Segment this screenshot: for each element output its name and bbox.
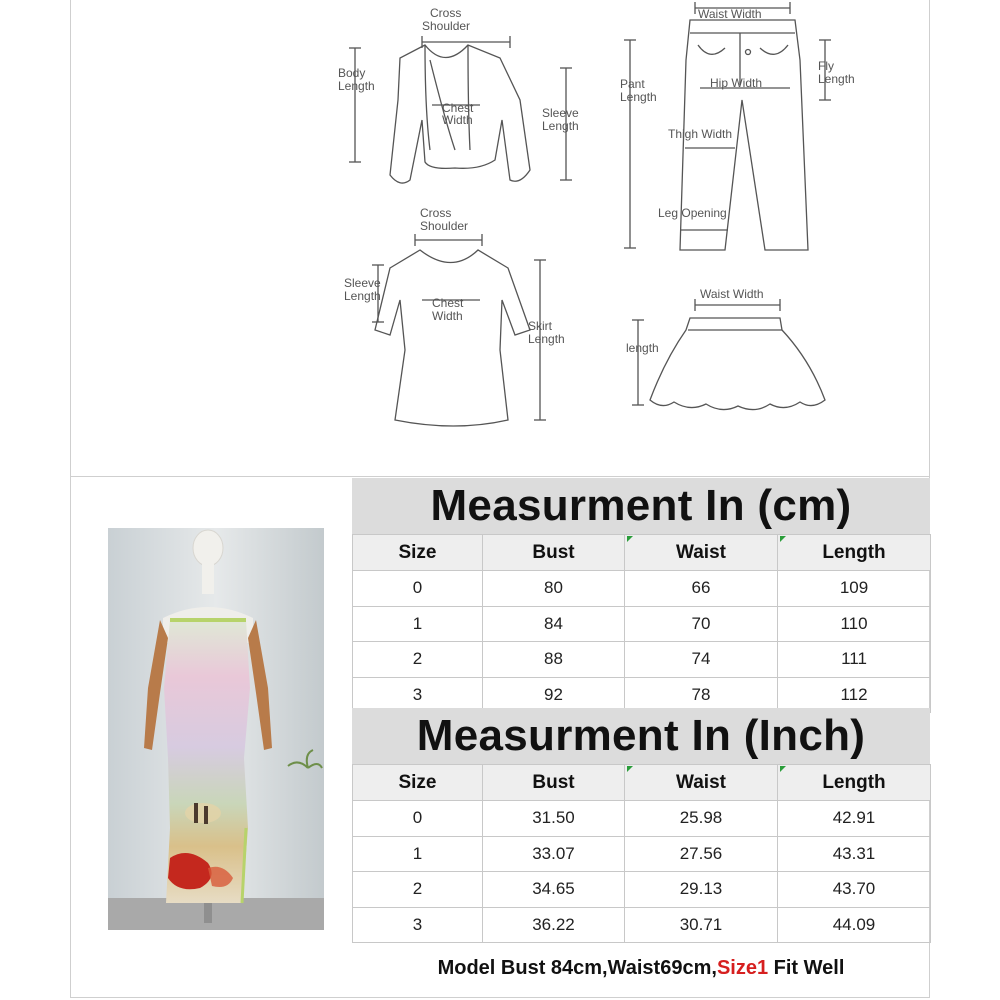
fit-note-suffix: Fit Well: [768, 956, 845, 979]
thigh-width-label: Thigh Width: [668, 127, 733, 141]
skirt-length-label-2: Length: [528, 332, 565, 346]
inch-cell-size: 1: [353, 836, 483, 872]
cm-cell-size: 2: [353, 642, 483, 678]
cm-cell-waist: 70: [625, 606, 778, 642]
inch-cell-length: 43.70: [778, 872, 931, 908]
cm-cell-waist: 74: [625, 642, 778, 678]
table-row: [353, 801, 931, 837]
pants-waist-width-label: Waist Width: [698, 7, 762, 21]
cm-cell-length: 112: [778, 677, 931, 713]
table-row: [353, 907, 931, 943]
inch-cell-length: 42.91: [778, 801, 931, 837]
table-row: [353, 836, 931, 872]
dress-cross-shoulder-label-2: Shoulder: [420, 219, 469, 233]
dress-sketch: [375, 250, 530, 426]
inch-cell-waist: 30.71: [625, 907, 778, 943]
model-fit-note: [352, 950, 930, 986]
inch-header-bust-text: Bust: [532, 771, 575, 793]
cm-cell-bust: 88: [483, 642, 625, 678]
cm-header-waist-text: Waist: [676, 541, 726, 563]
mannequin-dress-image: [108, 528, 324, 930]
inch-table: [352, 764, 931, 943]
dress-sleeve-length-label-1: Sleeve: [344, 276, 381, 290]
inch-cell-length: 43.31: [778, 836, 931, 872]
inch-header-length-text: Length: [822, 771, 886, 793]
cm-size-table: [352, 478, 930, 713]
dress-chest-width-label-1: Chest: [432, 296, 464, 310]
cm-cell-length: 110: [778, 606, 931, 642]
inch-header-bust: [483, 765, 625, 801]
inch-cell-size: 3: [353, 907, 483, 943]
table-row: [353, 606, 931, 642]
inch-cell-size: 2: [353, 872, 483, 908]
cm-cell-bust: 84: [483, 606, 625, 642]
table-row: [353, 642, 931, 678]
cm-header-waist: [625, 535, 778, 571]
fit-note-prefix: Model Bust 84cm,Waist69cm,: [437, 956, 717, 979]
cm-table: [352, 534, 931, 713]
cm-cell-waist: 78: [625, 677, 778, 713]
cm-table-title: Measurment In (cm): [430, 481, 852, 530]
inch-table-title: Measurment In (Inch): [416, 711, 866, 760]
cm-header-length: [778, 535, 931, 571]
cm-cell-length: 109: [778, 571, 931, 607]
body-length-label-2: Length: [338, 79, 375, 93]
inch-table-header-row: [353, 765, 931, 801]
skirt-waist-width-label: Waist Width: [700, 287, 764, 301]
hip-width-label: Hip Width: [710, 76, 763, 90]
inch-cell-bust: 34.65: [483, 872, 625, 908]
cm-cell-length: 111: [778, 642, 931, 678]
dress-cross-shoulder-label-1: Cross: [420, 206, 452, 220]
cm-header-bust-text: Bust: [532, 541, 575, 563]
cm-cell-bust: 92: [483, 677, 625, 713]
pant-length-label-2: Length: [620, 90, 657, 104]
cm-header-bust: [483, 535, 625, 571]
fly-length-label-1: Fly: [818, 59, 834, 73]
inch-cell-bust: 36.22: [483, 907, 625, 943]
inch-cell-waist: 27.56: [625, 836, 778, 872]
top-sleeve-length-label-2: Length: [542, 119, 579, 133]
top-chest-width-label-2: Width: [442, 113, 473, 127]
measurement-diagram: [330, 0, 855, 470]
fly-length-label-2: Length: [818, 72, 855, 86]
skirt-length-label-1: Skirt: [528, 319, 552, 333]
inch-header-length: [778, 765, 931, 801]
leg-opening-label: Leg Opening: [658, 206, 727, 220]
cm-cell-bust: 80: [483, 571, 625, 607]
cell-marker-icon: [780, 536, 786, 542]
cell-marker-icon: [627, 766, 633, 772]
inch-header-waist: [625, 765, 778, 801]
cm-cell-size: 1: [353, 606, 483, 642]
cm-table-title-bar: [352, 478, 930, 534]
inch-cell-length: 44.09: [778, 907, 931, 943]
inch-header-waist-text: Waist: [676, 771, 726, 793]
table-row: [353, 571, 931, 607]
cm-cell-size: 0: [353, 571, 483, 607]
product-photo: [108, 528, 324, 930]
top-chest-width-label-1: Chest: [442, 101, 474, 115]
dress-chest-width-label-2: Width: [432, 309, 463, 323]
inch-cell-waist: 29.13: [625, 872, 778, 908]
inch-cell-bust: 31.50: [483, 801, 625, 837]
inch-table-title-bar: [352, 708, 930, 764]
section-divider: [70, 476, 930, 477]
inch-cell-size: 0: [353, 801, 483, 837]
top-cross-shoulder-label-2: Shoulder: [422, 19, 471, 33]
inch-cell-waist: 25.98: [625, 801, 778, 837]
cm-cell-waist: 66: [625, 571, 778, 607]
cm-cell-size: 3: [353, 677, 483, 713]
cell-marker-icon: [627, 536, 633, 542]
skirt-length-only-label: length: [626, 341, 659, 355]
dress-sleeve-length-label-2: Length: [344, 289, 381, 303]
inch-header-size: Size: [353, 765, 483, 801]
pant-length-label-1: Pant: [620, 77, 645, 91]
inch-cell-bust: 33.07: [483, 836, 625, 872]
top-cross-shoulder-label-1: Cross: [430, 6, 462, 20]
skirt-sketch: [650, 318, 825, 410]
cell-marker-icon: [780, 766, 786, 772]
cm-table-header-row: [353, 535, 931, 571]
body-length-label-1: Body: [338, 66, 366, 80]
cm-header-length-text: Length: [822, 541, 886, 563]
top-sleeve-length-label-1: Sleeve: [542, 106, 579, 120]
inch-size-table: [352, 708, 930, 943]
garment-sketches: [330, 0, 855, 470]
table-row: [353, 872, 931, 908]
fit-note-size-highlight: Size1: [716, 956, 769, 979]
cm-header-size: Size: [353, 535, 483, 571]
